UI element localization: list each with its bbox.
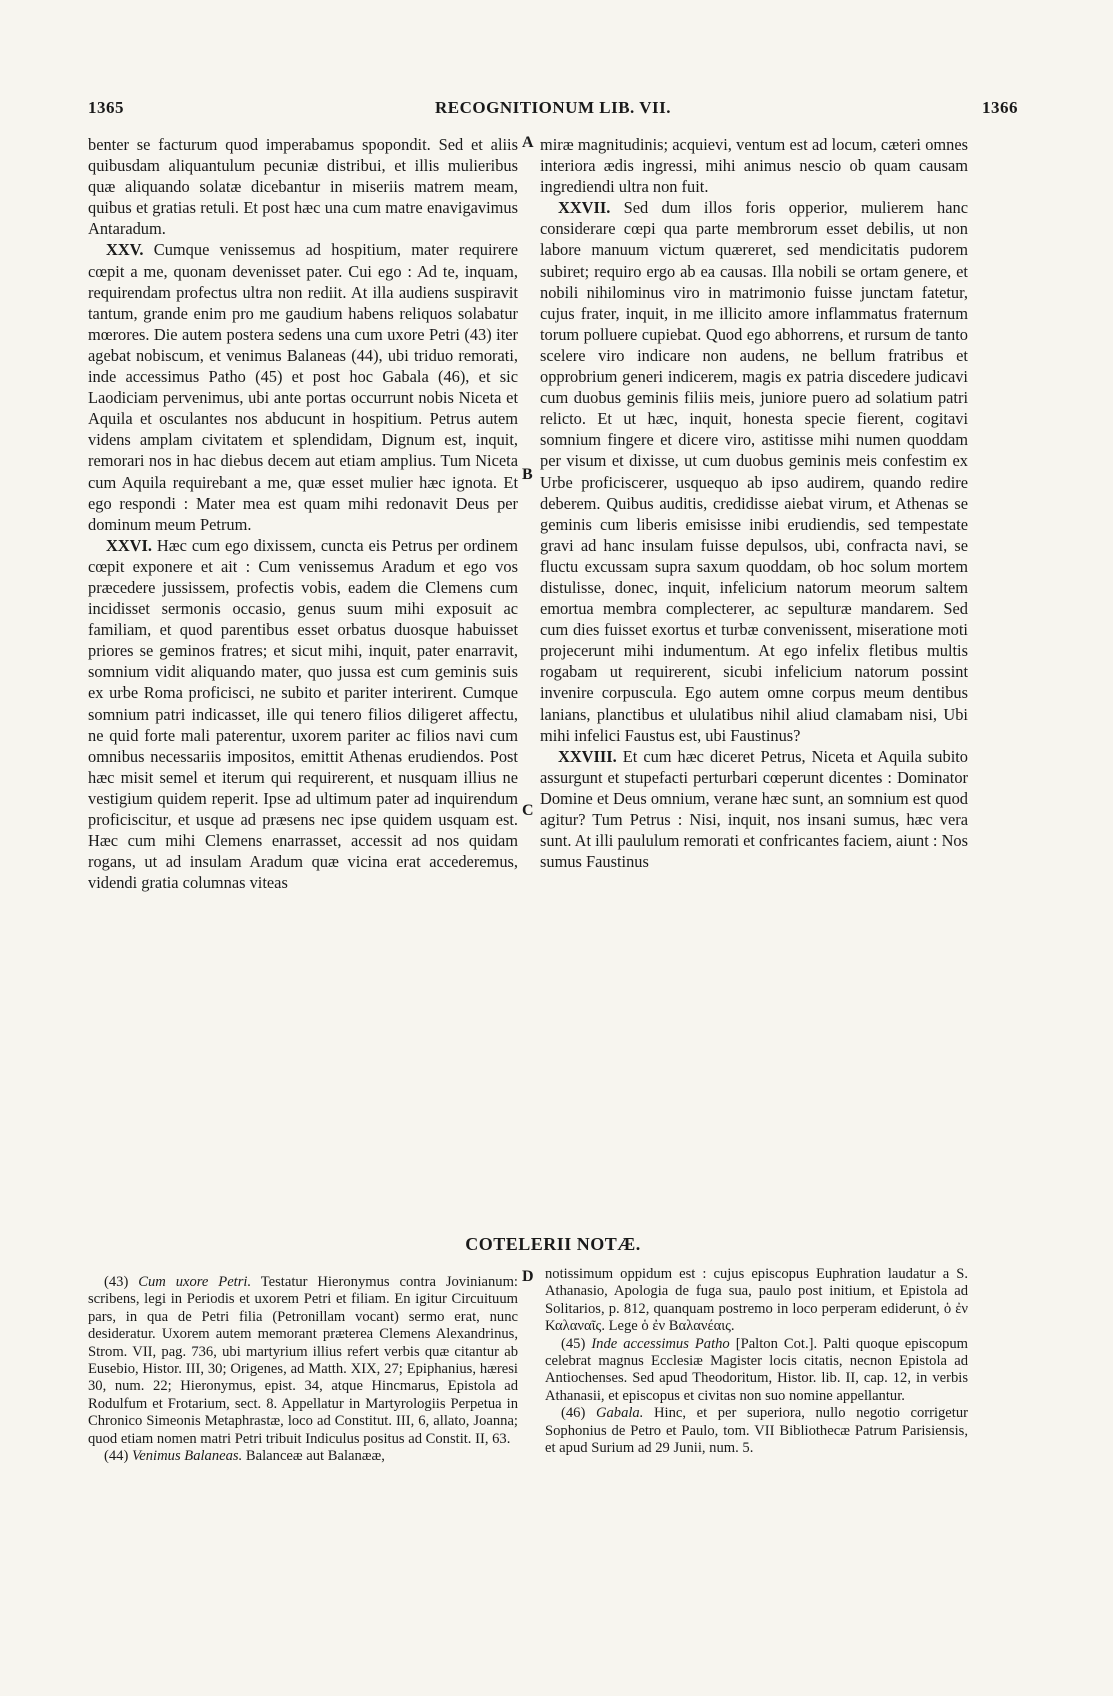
paragraph — [88, 535, 518, 894]
paragraph — [540, 746, 968, 873]
footnote-text: Testatur Hieronymus contra Jovinianum: scribens, legi in Periodis et uxorem Petri et filiam. En igitur Circuituum pars, in qua de Petri filia (Petronillam vocant) sermo erat, nunc desideratur. Uxorem autem memorant præterea Clemens Alexandrinus, Strom. VII, pag. 736, ubi martyrium illius refert verbis quæ citantur ab Eusebio, Histor. III, 30; Origenes, ad Matth. XIX, 27; Epiphanius, hæresi 30, num. 22; Hieronymus, epist. 34, atque Hincmarus, Epistola ad Rodulfum et Frotarium, sect. 8. Appellatur in Martyrologiis Perpetua in Chronico Simeonis Metaphrastæ, loco ad Constitut. III, 6, allato, Joanna; quod etiam nomen matri Petri tribuit Indiculus positus ad Constit. II, 63. — [88, 1274, 518, 1447]
paragraph-text: Cumque venissemus ad hospitium, mater requirere cœpit a me, quonam devenisset pater. Cui ego : Ad te, inquam, requirendam profectus ultra non rediit. At illa audiens suspiravit tantum, grande enim pro me gaudium habens reliquos solabatur mœrores. Die autem postera sedens una cum uxore Petri (43) iter agebat nobiscum, et venimus Balaneas (44), ubi triduo remorati, inde accessimus Patho (45) et post hoc Gabala (46), et sic Laodiciam pervenimus, ubi ante portas occurrunt nobis Niceta et Aquila et osculantes nos abducunt in hospitium. Petrus autem videns amplam civitatem et splendidam, Dignum est, inquit, remorari nos in hac diebus decem aut etiam amplius. Tum Niceta cum Aquila requirebant a me, quæ esset mulier hæc ignota. Et ego respondi : Mater mea est quam mihi redonavit Deus per dominum meum Petrum. — [88, 240, 518, 534]
footnote-43 — [88, 1274, 518, 1448]
footnote-number: (46) — [561, 1405, 586, 1422]
paragraph: miræ magnitudinis; acquievi, ventum est ad locum, cæteri omnes interiora ædis ingressi, mihi animus nescio ob quam causam ingrediendi ultra non fuit. — [540, 135, 968, 197]
left-column-number: 1365 — [88, 98, 124, 117]
running-head — [88, 98, 1018, 124]
notes-heading: COTELERII NOTÆ. — [465, 1234, 641, 1254]
footnote-text: [Palton Cot.]. Palti quoque episcopum celebrat magnus Ecclesiæ Magister locis citatis, necnon Epistola ad Antiochenses. Sed apud Theodoritum, Histor. lib. II, cap. 12, in verbis Athanasii, et episcopus et civitas non suo nomine appellantur. — [545, 1335, 968, 1404]
footnote-text: Balanceæ aut Balanææ, — [242, 1448, 385, 1465]
section-number: XXVIII. — [558, 746, 617, 766]
section-number: XXV. — [106, 240, 144, 260]
footnote-number: (45) — [561, 1335, 586, 1352]
footnote-44-continued: notissimum oppidum est : cujus episcopus Euphration laudatur a S. Athanasio, Apologia de fuga sua, paulo post initium, et Epistola ad Solitarios, p. 812, quanquam postremo in loco perperam ediderunt, ὁ ἐν Καλαναῖς. Lege ὁ ἐν Βαλανέαις. — [545, 1266, 968, 1335]
notes-right-column — [545, 1266, 968, 1457]
notes-left-column — [88, 1274, 518, 1465]
margin-marker-b: B — [522, 466, 533, 483]
section-number: XXVII. — [558, 198, 611, 218]
margin-marker-a: A — [522, 134, 534, 151]
footnote-number: (44) — [104, 1448, 129, 1465]
footnote-45 — [545, 1336, 968, 1406]
right-text-column — [540, 134, 968, 872]
footnote-lemma: Venimus Balaneas. — [131, 1448, 243, 1465]
paragraph-text: Et cum hæc diceret Petrus, Niceta et Aquila subito assurgunt et stupefacti perturbari cœperunt dicentes : Dominator Domine et Deus omnium, verane hæc sunt, an somnium est quod agitur? Tum Petrus : Nisi, inquit, nos insani sumus, hæc vera sunt. At illi paululum remorati et confricantes faciem, aiunt : Nos sumus Faustinus — [540, 746, 968, 872]
footnote-lemma: Gabala. — [595, 1405, 644, 1422]
footnote-44 — [88, 1448, 518, 1465]
margin-marker-d: D — [522, 1268, 534, 1285]
paragraph — [88, 239, 518, 534]
right-column-number: 1366 — [982, 98, 1018, 117]
left-text-column — [88, 134, 518, 893]
footnote-lemma: Inde accessimus Patho — [591, 1335, 730, 1352]
paragraph — [540, 197, 968, 745]
footnote-lemma: Cum uxore Petri. — [138, 1274, 252, 1290]
margin-marker-c: C — [522, 802, 534, 819]
paragraph-text: Hæc cum ego dixissem, cuncta eis Petrus per ordinem cœpit exponere et ait : Cum venissemus Aradum et ego vos præcedere jussissem, profectis vobis, eadem die Clemens cum incidisset sermonis occasio, genus suum mihi exposuit ac familiam, et quod parentibus esset orbatus duosque habuisset priores se geminos fratres; et sicut mihi, inquit, pater enarravit, somnium vidit aliquando mater, quo jussa est cum geminis suis ex urbe Roma proficisci, ne subito et pariter interirent. Cumque somnium patri indicasset, ille qui tenero filios diligeret affectu, ne quid forte mali paterentur, uxorem pariter ac filios navi cum omnibus necessariis impositos, emittit Athenas erudiendos. Post hæc misit semel et iterum qui requirerent, et nusquam illius ne vestigium quidem reperit. Ipse ad ultimum pater ad inquirendum proficiscitur, et usque ad præsens nec ipse quidem usquam est. Hæc cum mihi Clemens enarrasset, accessit ad nos quidam rogans, ut ad insulam Aradum quæ vicina erat accederemus, videndi gratia columnas viteas — [88, 535, 518, 893]
section-number: XXVI. — [106, 535, 152, 555]
paragraph: benter se facturum quod imperabamus spopondit. Sed et aliis quibusdam aliquantulum pecuniæ distribui, et illis mulieribus quæ aliquando solatæ dicebantur in miseriis matrem meam, quibus et gratias retuli. Et post hæc una cum matre enavigavimus Antaradum. — [88, 135, 518, 239]
paragraph-text: Sed dum illos foris opperior, mulierem hanc considerare cœpi qua parte membrorum esset debilis, ut non labore manuum victum quæreret, sed mendicitatis pudorem subiret; requiro ergo ab ea causas. Illa nobili se ortam genere, et nobili nihilominus viro in matrimonio fuisse junctam fatetur, cujus frater, inquit, in me illicito amore inflammatus fraternum torum polluere cupiebat. Quod ego abhorrens, et rursum de tanto scelere viro indicare non audens, ne bellum fratribus et opprobrium generi indicerem, magis ex patria discedere judicavi cum duobus geminis filiis meis, juniore puero ad solatium patri relicto. Et ut hæc, inquit, honesta specie fierent, cogitavi somnium fingere et dicere viro, astitisse mihi numen quoddam per visum et dixisse, ut cum duobus geminis meis confestim ex Urbe proficiscerer, usquequo ab ipso audirem, quando redire deberem. Quibus auditis, credidisse aiebat virum, et Athenas se geminis cum liberis emisisse inibi erudiendis, sed tempestate gravi ad hanc insulam fuisse depulsos, ubi, confracta navi, se fluctu excussam supra saxum quoddam, ob hoc solum mortem distulisse, donec, inquit, infelicium natorum meorum saltem emortua membra complecterer, ac sepulturæ mandarem. Sed cum dies fuisset exortus et turbæ convenissent, miseratione moti projecerunt mihi indumentum. At ego infelix fletibus multis rogabam ut requirerent, sicubi infelicium natorum possint invenire corpuscula. Ego autem omne corpus meum dentibus lanians, planctibus et ululatibus nihil aliud clamabam nisi, Ubi mihi infelici Faustus est, ubi Faustinus? — [540, 198, 968, 745]
footnote-text: Hinc, et per superiora, nullo negotio corrigetur Sophonius de Petro et Paulo, tom. VII Bibliothecæ Patrum Parisiensis, et apud Surium ad 29 Junii, num. 5. — [545, 1405, 968, 1457]
footnote-number: (43) — [104, 1274, 129, 1290]
footnote-46 — [545, 1405, 968, 1457]
running-title: RECOGNITIONUM LIB. VII. — [434, 98, 671, 117]
